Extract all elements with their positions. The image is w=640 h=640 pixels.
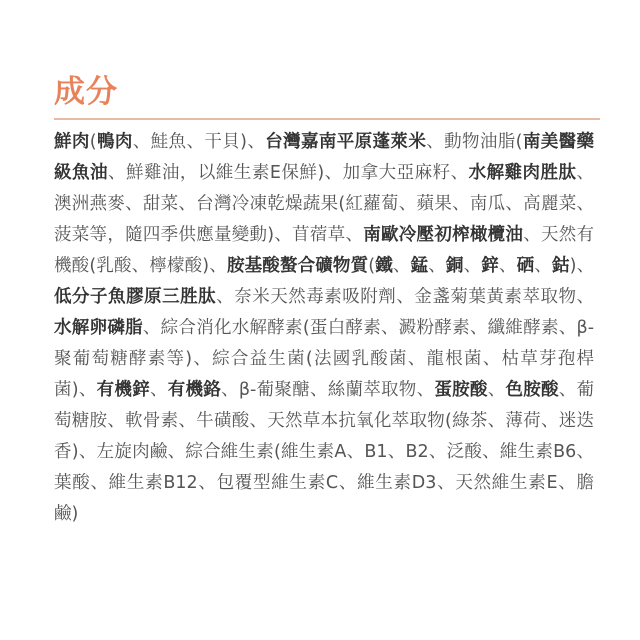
section-title: 成分	[54, 74, 118, 110]
ingredient-highlight: 胺基酸螯合礦物質	[226, 256, 369, 276]
ingredient-text-segment: 、	[428, 256, 446, 276]
ingredient-text-segment: 、綜合消化水解酵素(蛋白酵素、澱粉酵素、纖維酵素、β-聚葡萄糖酵素等)、綜合益生菌(法國乳酸菌、龍根菌、枯草芽孢桿菌)、	[54, 318, 595, 400]
ingredient-highlight: 南美醫藥級魚油	[54, 132, 595, 183]
ingredient-highlight: 鈷	[551, 256, 570, 276]
ingredient-highlight: 色胺酸	[505, 380, 559, 400]
ingredient-highlight: 台灣嘉南平原蓬萊米	[265, 132, 427, 152]
ingredient-highlight: 鮮肉	[54, 132, 90, 152]
ingredient-text-segment: 、	[392, 256, 411, 276]
ingredient-text-segment: 、	[534, 256, 552, 276]
ingredient-text-segment: 、	[498, 256, 517, 276]
ingredient-highlight: 低分子魚膠原三胜肽	[54, 287, 217, 307]
ingredient-text-segment: )、	[569, 256, 595, 276]
ingredient-text-segment: 、β-葡聚醣、絲蘭萃取物、	[221, 380, 435, 400]
ingredient-text-segment: 、動物油脂(	[426, 132, 523, 152]
ingredient-highlight: 蛋胺酸	[434, 380, 488, 400]
ingredient-highlight: 硒	[516, 256, 535, 276]
ingredient-highlight: 鐵	[375, 256, 393, 276]
ingredient-text-segment: 、奈米天然毒素吸附劑、金盞菊葉黃素萃取物、	[216, 287, 594, 307]
ingredient-highlight: 南歐冷壓初榨橄欖油	[363, 225, 524, 245]
ingredient-text-segment: 、	[487, 380, 506, 400]
ingredients-text	[54, 127, 594, 530]
ingredient-text-segment: (	[89, 132, 97, 152]
ingredient-text-segment: 、	[463, 256, 482, 276]
title-divider	[54, 118, 600, 120]
ingredient-highlight: 有機鉻	[167, 380, 222, 400]
ingredient-text-segment: 、天然有機酸(乳酸、檸檬酸)、	[54, 225, 595, 276]
ingredient-highlight: 水解雞肉胜肽	[468, 163, 577, 183]
ingredient-highlight: 鴨肉	[96, 132, 133, 152]
ingredient-text-segment: 、鮮雞油，以維生素E保鮮)、加拿大亞麻籽、	[107, 163, 469, 183]
ingredient-highlight: 銅	[445, 256, 464, 276]
ingredient-highlight: 錳	[410, 256, 429, 276]
ingredient-text-segment: 、葡萄糖胺、軟骨素、牛磺酸、天然草本抗氧化萃取物(綠茶、薄荷、迷迭香)、左旋肉鹼、綜合維生素(維生素A、B1、B2、泛酸、維生素B6、葉酸、維生素B12、包覆型維生素C、維生素D3、天然維生素E、膽鹼)	[54, 380, 595, 524]
ingredient-text-segment: (	[368, 256, 376, 276]
ingredient-text-segment: 、	[149, 380, 168, 400]
ingredient-highlight: 鋅	[481, 256, 499, 276]
ingredient-highlight: 水解卵磷脂	[54, 318, 143, 338]
ingredient-highlight: 有機鋅	[96, 380, 150, 400]
ingredient-text-segment: 、澳洲燕麥、甜菜、台灣冷凍乾燥蔬果(紅蘿蔔、蘋果、南瓜、高麗菜、菠菜等，隨四季供應量變動)、苜蓿草、	[54, 163, 595, 245]
ingredient-text-segment: 、鮭魚、干貝)、	[132, 132, 266, 152]
